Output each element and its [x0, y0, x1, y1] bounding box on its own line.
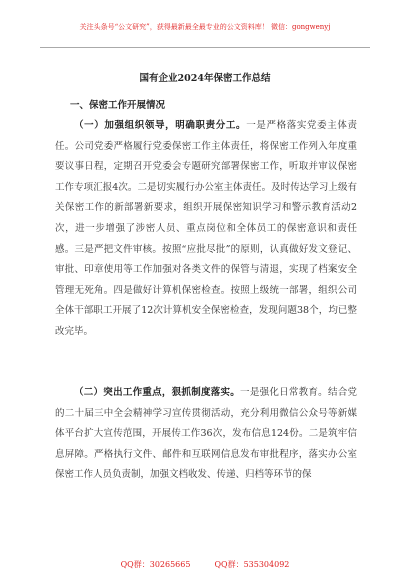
section-heading: 一、保密工作开展情况 [70, 100, 166, 111]
paragraph [55, 383, 357, 486]
paragraph-body: 一是严格落实党委主体责任。公司党委严格履行党委保密工作主体责任，将保密工作列入年度重要议事日程，定期召开党委会专题研究部署保密工作，听取并审议保密工作专项汇报4次。二是切实履行办公室主体责任。及时传达学习上级有关保密工作的新部署新要求，组织开展保密知识学习和警示教育活动2次，进一步增强了涉密人员、重点岗位和全体员工的保密意识和责任感。三是严把文件审核。按照“应批尽批”的原则，认真做好发文登记、审批、印章使用等工作加强对各类文件的保管与清退，实现了档案安全管理无死角。四是做好计算机保密检查。按照上级统一部署，组织公司全体干部职工开展了12次计算机安全保密检查，发现问题38个，均已整改完毕。 [55, 120, 357, 337]
header-divider [40, 47, 370, 48]
qq-group-1: QQ群：30265665 [120, 560, 191, 569]
paragraph [55, 116, 357, 343]
paragraph-heading: （二）突出工作重点，狠抓制度落实。 [74, 387, 241, 398]
header-banner: 关注头条号“公文研究”，获得最新最全最专业的公文资料库！ 微信：gongwenyj [79, 23, 331, 31]
document-title: 国有企业2024年保密工作总结 [139, 73, 271, 84]
qq-group-2: QQ群：535304092 [214, 560, 290, 569]
paragraph-heading: （一）加强组织领导，明确职责分工。 [74, 120, 247, 131]
footer-contact [40, 560, 370, 570]
paragraph-body: 一是强化日常教育。结合党的二十届三中全会精神学习宣传贯彻活动，充分利用微信公众号等新媒体平台扩大宣传范围，开展传工作36次，发布信息124份。二是筑牢信息屏障。严格执行文件、邮件和互联网信息发布审批程序，落实办公室保密工作人员负责制，加强文档收发、传递、归档等环节的保 [55, 387, 357, 481]
